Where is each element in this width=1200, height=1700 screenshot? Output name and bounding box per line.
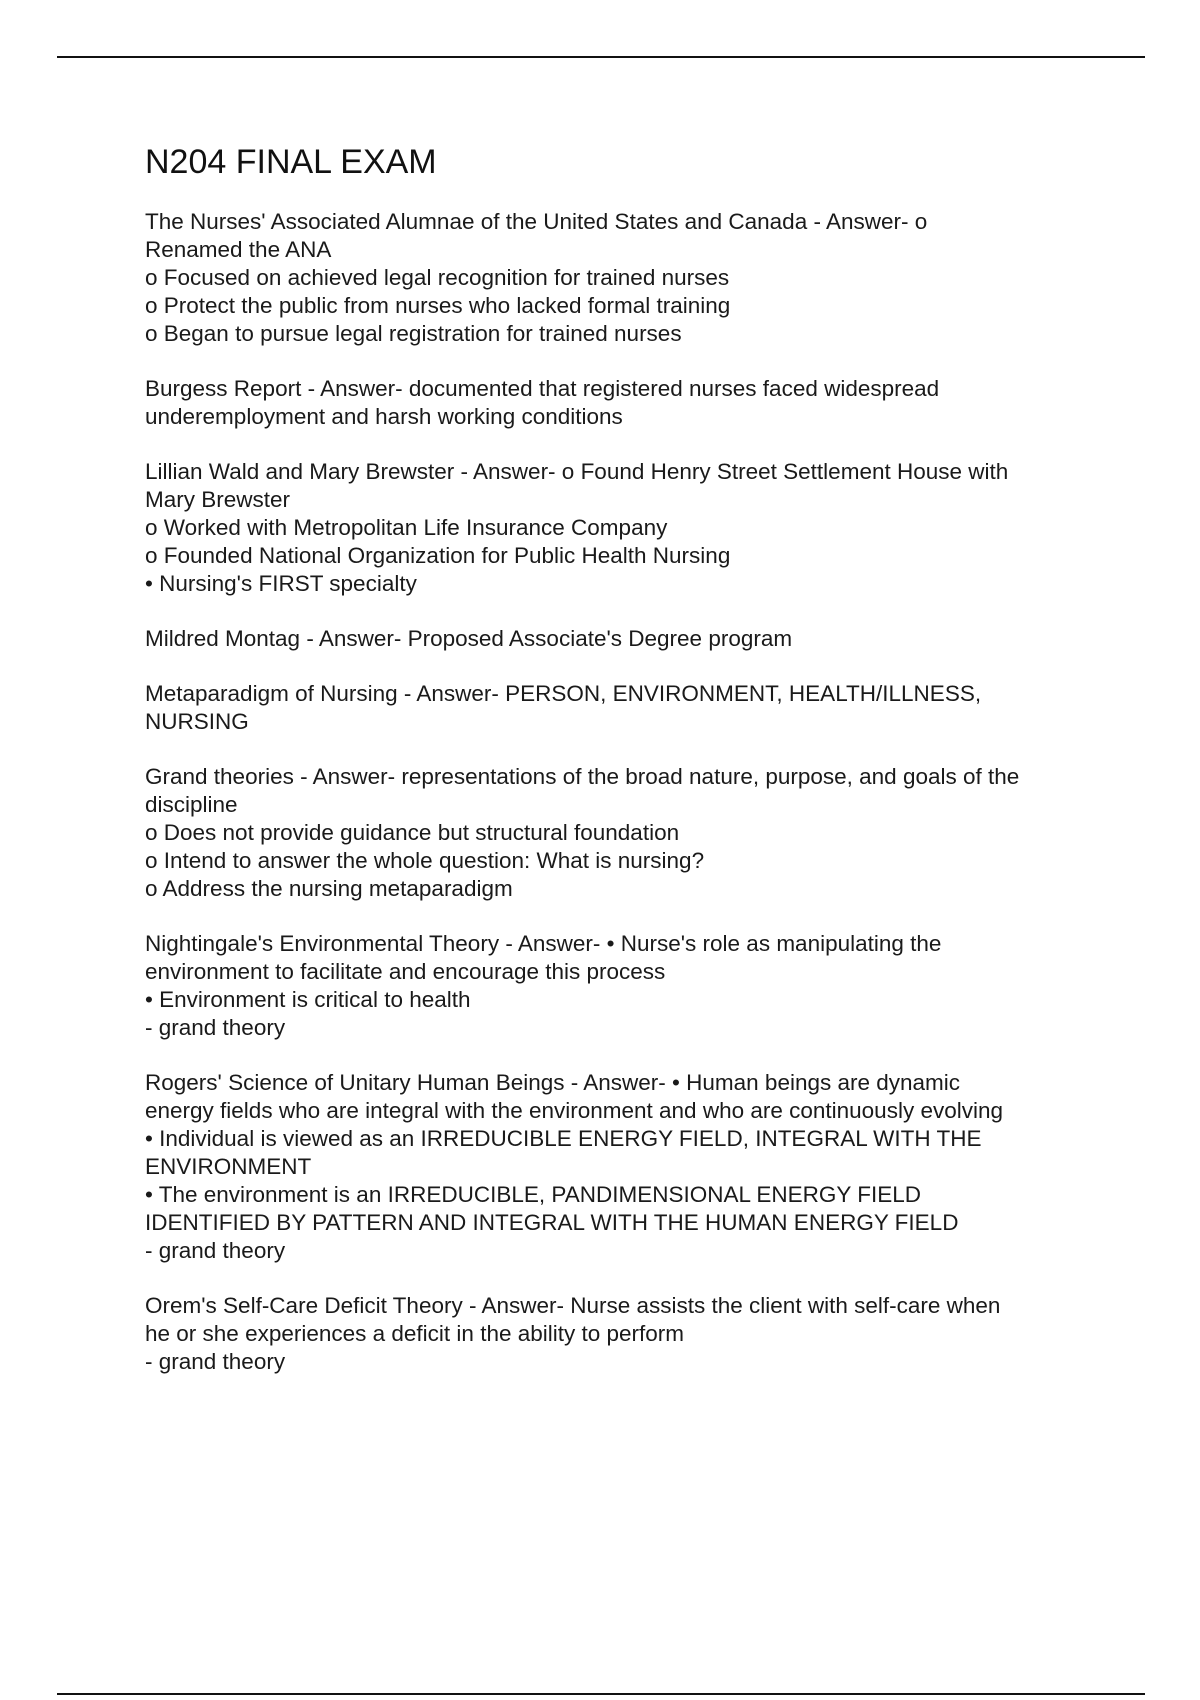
entry-line: Mary Brewster — [145, 487, 291, 512]
entry-line: o Address the nursing metaparadigm — [145, 876, 513, 901]
entry-line: • Nursing's FIRST specialty — [145, 571, 417, 596]
entry-line: o Focused on achieved legal recognition for trained nurses — [145, 265, 730, 290]
entry-line: The Nurses' Associated Alumnae of the United States and Canada - Answer- o — [145, 209, 928, 234]
entry-line: • The environment is an IRREDUCIBLE, PANDIMENSIONAL ENERGY FIELD — [145, 1182, 922, 1207]
entry-line: energy fields who are integral with the environment and who are continuously evolving — [145, 1098, 1003, 1123]
qa-entry — [145, 680, 1105, 736]
entry-list — [145, 208, 1105, 1376]
qa-entry — [145, 1292, 1105, 1376]
entry-line: Orem's Self-Care Deficit Theory - Answer- Nurse assists the client with self-care when — [145, 1293, 1001, 1318]
entry-line: discipline — [145, 792, 238, 817]
entry-line: • Individual is viewed as an IRREDUCIBLE ENERGY FIELD, INTEGRAL WITH THE — [145, 1126, 982, 1151]
entry-line: environment to facilitate and encourage this process — [145, 959, 666, 984]
entry-line: Grand theories - Answer- representations of the broad nature, purpose, and goals of the — [145, 764, 1020, 789]
entry-line: - grand theory — [145, 1349, 286, 1374]
entry-line: Nightingale's Environmental Theory - Answer- • Nurse's role as manipulating the — [145, 931, 942, 956]
entry-line: NURSING — [145, 709, 249, 734]
entry-line: Renamed the ANA — [145, 237, 332, 262]
entry-line: underemployment and harsh working conditions — [145, 404, 623, 429]
document-body — [145, 140, 1105, 1403]
entry-line: o Founded National Organization for Public Health Nursing — [145, 543, 731, 568]
bottom-divider — [57, 1693, 1145, 1695]
entry-line: • Environment is critical to health — [145, 987, 471, 1012]
entry-line: o Worked with Metropolitan Life Insurance Company — [145, 515, 668, 540]
entry-line: Lillian Wald and Mary Brewster - Answer- o Found Henry Street Settlement House with — [145, 459, 1009, 484]
entry-line: he or she experiences a deficit in the ability to perform — [145, 1321, 685, 1346]
entry-line: IDENTIFIED BY PATTERN AND INTEGRAL WITH THE HUMAN ENERGY FIELD — [145, 1210, 959, 1235]
qa-entry — [145, 458, 1105, 598]
qa-entry — [145, 375, 1105, 431]
entry-line: Mildred Montag - Answer- Proposed Associate's Degree program — [145, 626, 793, 651]
top-divider — [57, 56, 1145, 58]
entry-line: o Protect the public from nurses who lacked formal training — [145, 293, 731, 318]
entry-line: o Intend to answer the whole question: What is nursing? — [145, 848, 705, 873]
qa-entry — [145, 763, 1105, 903]
entry-line: o Does not provide guidance but structural foundation — [145, 820, 680, 845]
entry-line: Rogers' Science of Unitary Human Beings - Answer- • Human beings are dynamic — [145, 1070, 961, 1095]
qa-entry — [145, 930, 1105, 1042]
qa-entry — [145, 1069, 1105, 1265]
qa-entry — [145, 208, 1105, 348]
qa-entry — [145, 625, 1105, 653]
entry-line: o Began to pursue legal registration for trained nurses — [145, 321, 682, 346]
page-title: N204 FINAL EXAM — [145, 143, 437, 181]
entry-line: Burgess Report - Answer- documented that registered nurses faced widespread — [145, 376, 940, 401]
entry-line: - grand theory — [145, 1015, 286, 1040]
entry-line: Metaparadigm of Nursing - Answer- PERSON, ENVIRONMENT, HEALTH/ILLNESS, — [145, 681, 982, 706]
entry-line: - grand theory — [145, 1238, 286, 1263]
entry-line: ENVIRONMENT — [145, 1154, 312, 1179]
